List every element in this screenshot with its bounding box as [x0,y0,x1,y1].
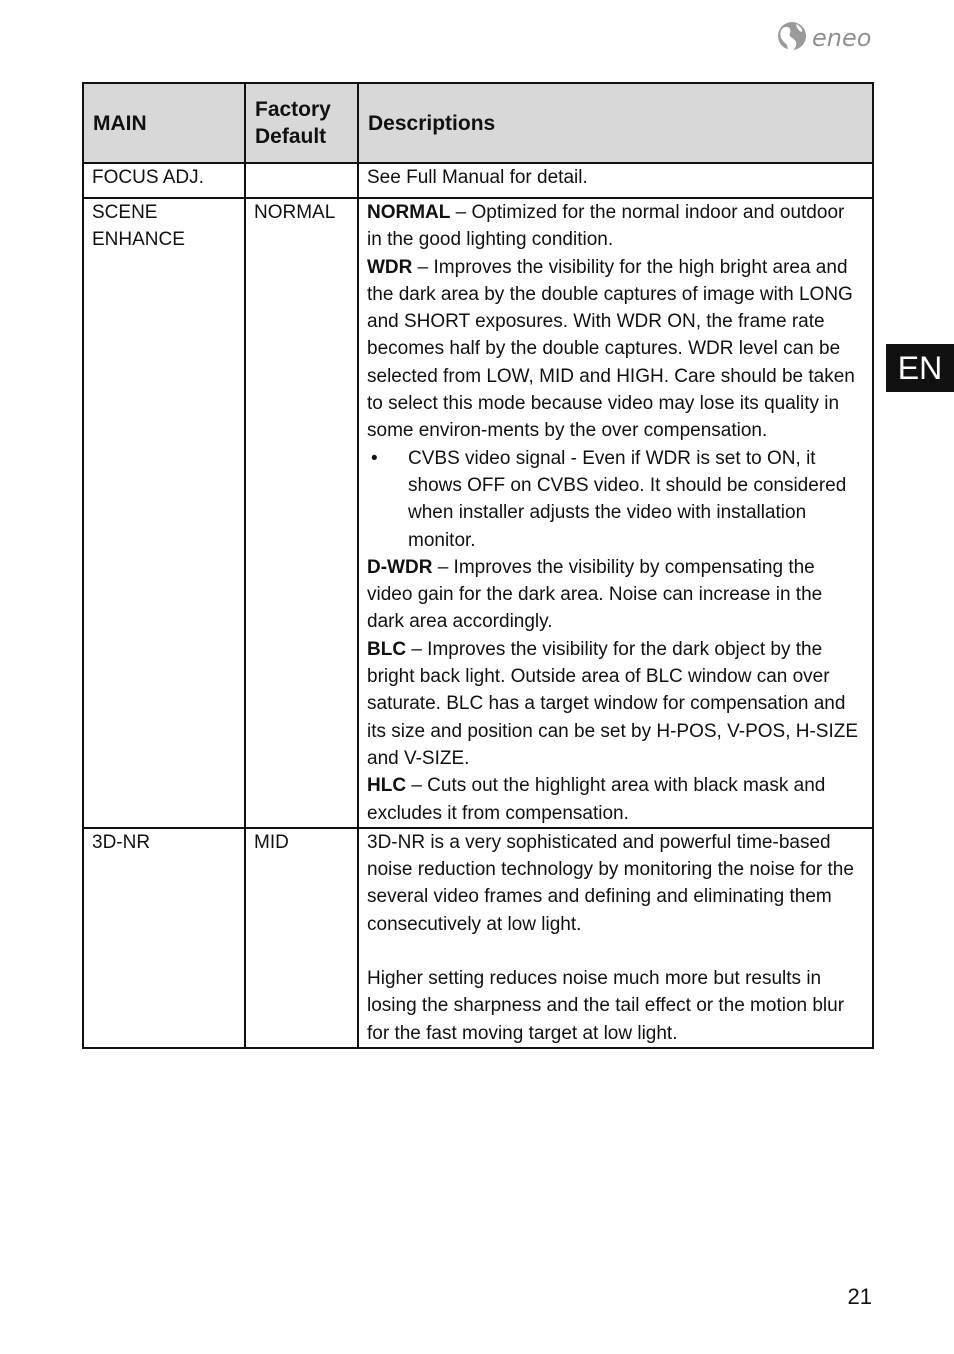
wdr-entry [367,254,864,445]
brand-name: eneo [812,24,872,52]
normal-entry [367,199,864,254]
header-factory-default: Factory Default [245,83,358,163]
brand-logo [776,18,876,58]
cell-main: 3D-NR [83,828,245,1048]
hlc-term: HLC [367,775,407,797]
dwdr-term: D-WDR [367,556,433,578]
header-descriptions: Descriptions [358,83,873,163]
paragraph-gap [367,938,864,965]
cell-main: FOCUS ADJ. [83,163,245,198]
table-header-row [83,83,873,163]
nr-paragraph-1: 3D-NR is a very sophisticated and powerful time-based noise reduction technology by monitoring the noise for the several video frames and defining and eliminating them consecutively at low light. [367,831,854,935]
cell-default [245,198,358,828]
cell-main-text: SCENE ENHANCE [92,202,185,251]
hlc-entry [367,772,864,827]
normal-term: NORMAL [367,202,451,223]
normal-text: – Optimized for the normal indoor and outdoor in the good lighting condition. [367,202,845,251]
cell-default: MID [245,828,358,1048]
cvbs-bullet [367,445,864,554]
header-main: MAIN [83,83,245,163]
language-tab: EN [886,344,954,392]
hlc-text: – Cuts out the highlight area with black mask and excludes it from compensation. [367,775,826,824]
table-row [83,828,873,1048]
cell-main [83,198,245,828]
bullet-text: CVBS video signal - Even if WDR is set to ON, it shows OFF on CVBS video. It should be considered when installer adjusts the video with installation monitor. [408,447,847,551]
nr-paragraph-2: Higher setting reduces noise much more but results in losing the sharpness and the tail effect or the motion blur for the fast moving target at low light. [367,968,845,1044]
page-number: 21 [847,1284,872,1309]
cell-default [245,163,358,198]
blc-text: – Improves the visibility for the dark object by the bright back light. Outside area of BLC window can over saturate. BLC has a target window for compensation and its size and position can be set by H-POS, V-POS, H-SIZE and V-SIZE. [367,638,859,769]
cell-description [358,828,873,1048]
table-row [83,198,873,828]
settings-table [82,82,874,1049]
cell-description [358,198,873,828]
eneo-globe-icon [776,19,808,57]
cell-description: See Full Manual for detail. [358,163,873,198]
blc-term: BLC [367,638,407,660]
cell-default-text: NORMAL [254,202,336,223]
dwdr-text: – Improves the visibility by compensating the video gain for the dark area. Noise can increase in the dark area accordingly. [367,556,823,633]
blc-entry [367,636,864,772]
wdr-text: – Improves the visibility for the high bright area and the dark area by the double captures of image with LONG and SHORT exposures. With WDR ON, the frame rate becomes half by the double captures. WDR level can be selected from LOW, MID and HIGH. Care should be taken to select this mode because video may lose its quality in some environ-ments by the over compensation. [367,256,855,442]
wdr-term: WDR [367,256,413,278]
dwdr-entry [367,554,864,636]
bullet-mark: • [371,447,378,469]
table-row [83,163,873,198]
